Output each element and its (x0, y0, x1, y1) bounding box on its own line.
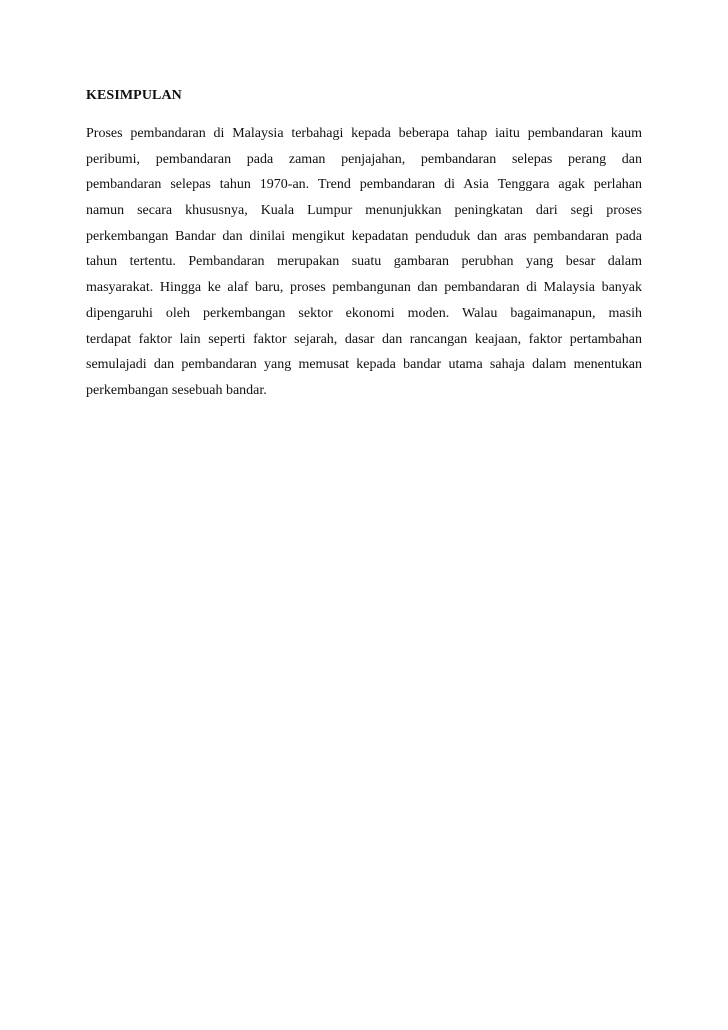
paragraph-line: dipengaruhi oleh perkembangan sektor ekonomi moden. Walau bagaimanapun, masih (86, 305, 642, 321)
paragraph-line: Proses pembandaran di Malaysia terbahagi kepada beberapa tahap iaitu pembandaran kaum (86, 126, 642, 141)
paragraph-line: pembandaran selepas tahun 1970-an. Trend pembandaran di Asia Tenggara agak perlahan (86, 177, 642, 193)
paragraph-line: masyarakat. Hingga ke alaf baru, proses pembangunan dan pembandaran di Malaysia banyak (86, 280, 642, 296)
paragraph-line: namun secara khususnya, Kuala Lumpur menunjukkan peningkatan dari segi proses (86, 203, 642, 219)
paragraph-line: terdapat faktor lain seperti faktor sejarah, dasar dan rancangan keajaan, faktor pertambahan (86, 331, 642, 347)
paragraph-line: peribumi, pembandaran pada zaman penjajahan, pembandaran selepas perang dan (86, 151, 642, 167)
paragraph-line: perkembangan sesebuah bandar. (86, 382, 267, 398)
section-heading: KESIMPULAN (86, 88, 182, 103)
paragraph-line: semulajadi dan pembandaran yang memusat kepada bandar utama sahaja dalam menentukan (86, 357, 642, 373)
paragraph-line: tahun tertentu. Pembandaran merupakan suatu gambaran perubhan yang besar dalam (86, 254, 642, 270)
paragraph-line: perkembangan Bandar dan dinilai mengikut kepadatan penduduk dan aras pembandaran pada (86, 228, 642, 244)
conclusion-paragraph (86, 121, 642, 404)
